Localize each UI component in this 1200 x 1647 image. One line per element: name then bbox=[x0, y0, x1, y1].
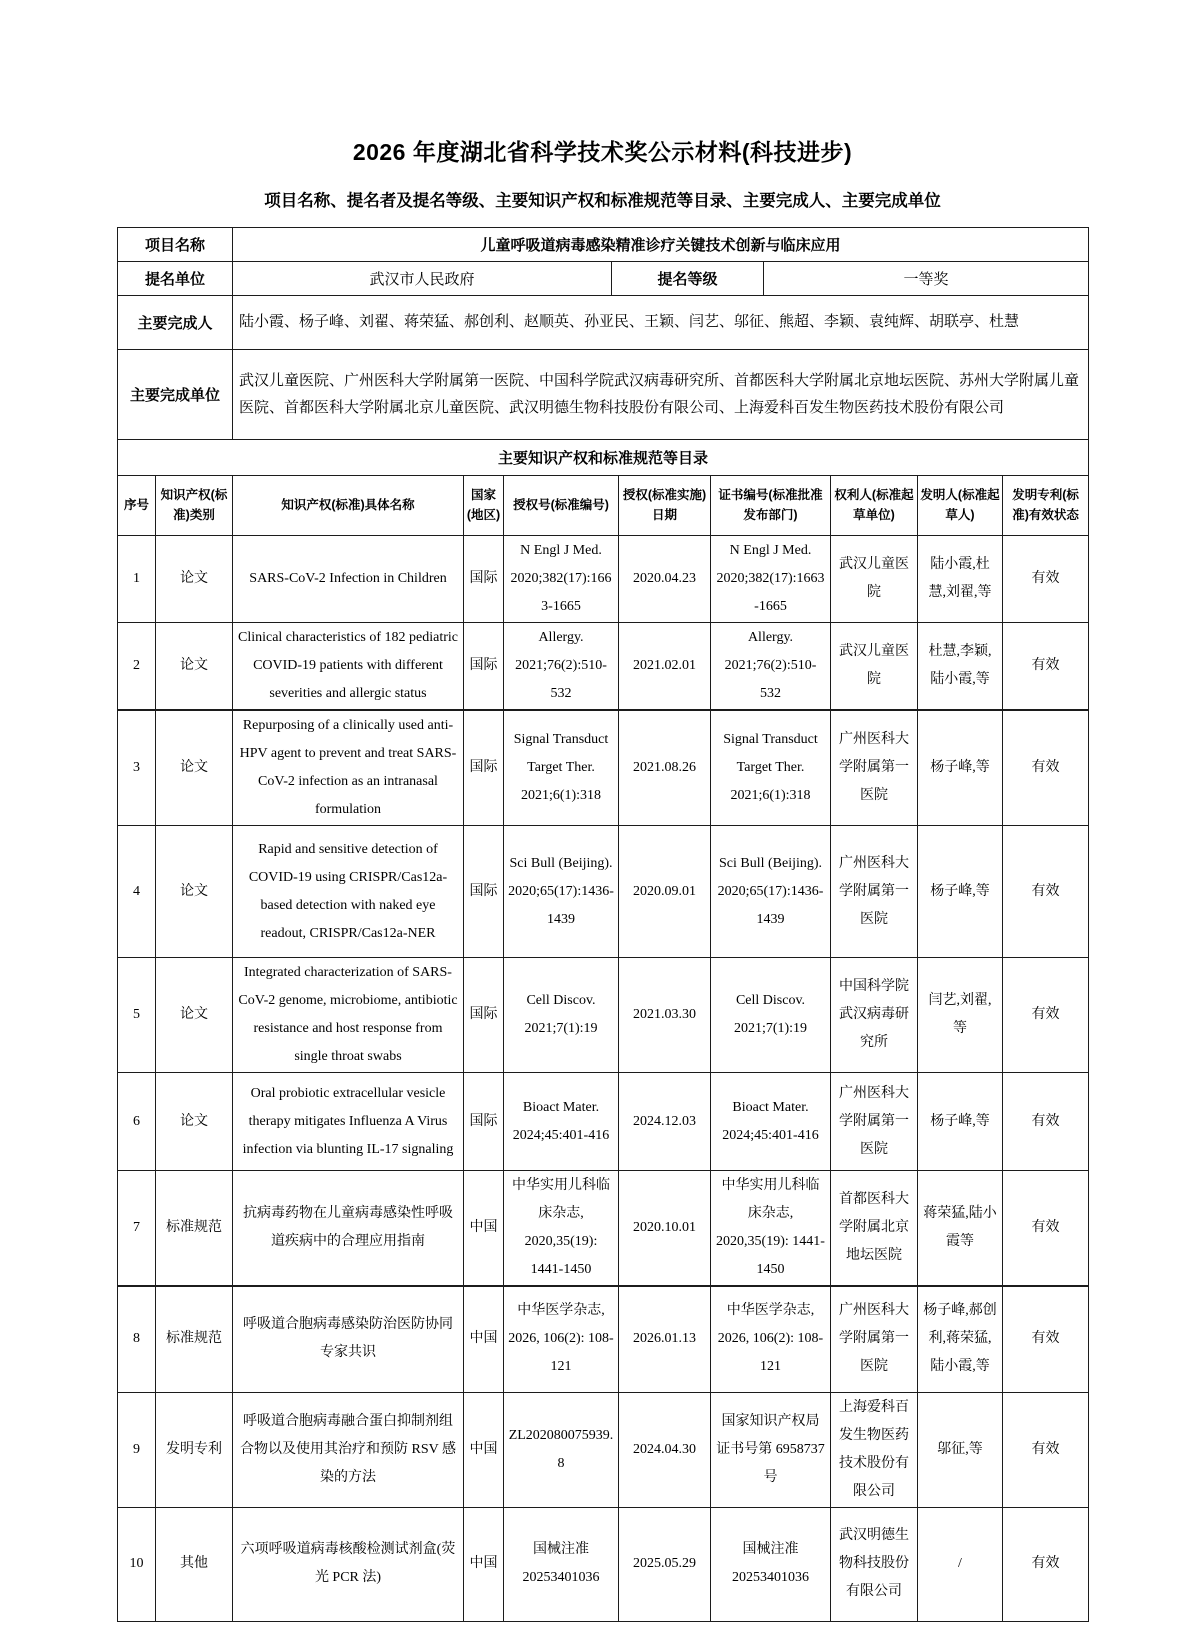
cell-name: Oral probiotic extracellular vesicle therapy mitigates Influenza A Virus infection via blunting IL-17 signaling bbox=[233, 1073, 464, 1171]
cell-date: 2025.05.29 bbox=[619, 1507, 711, 1621]
cell-cert: Allergy. 2021;76(2):510-532 bbox=[711, 623, 831, 711]
header-status: 发明专利(标准)有效状态 bbox=[1003, 476, 1089, 536]
units-row bbox=[118, 350, 1089, 440]
catalog-header-row bbox=[118, 476, 1089, 536]
cell-name: Integrated characterization of SARS-CoV-2 genome, microbiome, antibiotic resistance and host response from single throat swabs bbox=[233, 958, 464, 1073]
cell-category: 论文 bbox=[156, 710, 233, 826]
header-number: 授权号(标准编号) bbox=[504, 476, 619, 536]
cell-status: 有效 bbox=[1003, 536, 1089, 623]
cell-name: Repurposing of a clinically used anti-HPV agent to prevent and treat SARS-CoV-2 infection as an intranasal formulation bbox=[233, 710, 464, 826]
cell-number: Sci Bull (Beijing). 2020;65(17):1436-1439 bbox=[504, 826, 619, 958]
cell-owner: 武汉明德生物科技股份有限公司 bbox=[831, 1507, 918, 1621]
cell-category: 论文 bbox=[156, 536, 233, 623]
cell-owner: 武汉儿童医院 bbox=[831, 623, 918, 711]
cell-name: SARS-CoV-2 Infection in Children bbox=[233, 536, 464, 623]
cell-status: 有效 bbox=[1003, 623, 1089, 711]
catalog-row bbox=[118, 1286, 1089, 1392]
cell-cert: 国械注准 20253401036 bbox=[711, 1507, 831, 1621]
cell-status: 有效 bbox=[1003, 1392, 1089, 1507]
cell-date: 2020.04.23 bbox=[619, 536, 711, 623]
cell-name: Rapid and sensitive detection of COVID-19 using CRISPR/Cas12a-based detection with naked eye readout, CRISPR/Cas12a-NER bbox=[233, 826, 464, 958]
header-country: 国家(地区) bbox=[464, 476, 504, 536]
cell-status: 有效 bbox=[1003, 826, 1089, 958]
ip-catalog-table bbox=[117, 439, 1089, 1622]
cell-inventor: / bbox=[918, 1507, 1003, 1621]
cell-no: 2 bbox=[118, 623, 156, 711]
cell-cert: Bioact Mater. 2024;45:401-416 bbox=[711, 1073, 831, 1171]
cell-no: 10 bbox=[118, 1507, 156, 1621]
project-name-row bbox=[118, 228, 1089, 262]
cell-inventor: 闫艺,刘翟,等 bbox=[918, 958, 1003, 1073]
cell-cert: 中华医学杂志, 2026, 106(2): 108-121 bbox=[711, 1286, 831, 1392]
grade-label: 提名等级 bbox=[612, 262, 764, 296]
page-title: 2026 年度湖北省科学技术奖公示材料(科技进步) bbox=[352, 139, 853, 165]
units-value: 武汉儿童医院、广州医科大学附属第一医院、中国科学院武汉病毒研究所、首都医科大学附属北京地坛医院、苏州大学附属儿童医院、首都医科大学附属北京儿童医院、武汉明德生物科技股份有限公司、上海爱科百发生物医药技术股份有限公司 bbox=[233, 350, 1089, 440]
cell-number: Signal Transduct Target Ther. 2021;6(1):318 bbox=[504, 710, 619, 826]
cell-category: 论文 bbox=[156, 623, 233, 711]
cell-number: 国械注准 20253401036 bbox=[504, 1507, 619, 1621]
cell-country: 中国 bbox=[464, 1171, 504, 1287]
cell-inventor: 邬征,等 bbox=[918, 1392, 1003, 1507]
cell-cert: Cell Discov. 2021;7(1):19 bbox=[711, 958, 831, 1073]
header-cert: 证书编号(标准批准发布部门) bbox=[711, 476, 831, 536]
cell-country: 国际 bbox=[464, 710, 504, 826]
catalog-row bbox=[118, 1507, 1089, 1621]
catalog-row bbox=[118, 623, 1089, 711]
cell-owner: 广州医科大学附属第一医院 bbox=[831, 1286, 918, 1392]
cell-name: 抗病毒药物在儿童病毒感染性呼吸道疾病中的合理应用指南 bbox=[233, 1171, 464, 1287]
cell-no: 1 bbox=[118, 536, 156, 623]
cell-number: ZL202080075939.8 bbox=[504, 1392, 619, 1507]
cell-cert: 国家知识产权局证书号第 6958737 号 bbox=[711, 1392, 831, 1507]
cell-category: 标准规范 bbox=[156, 1171, 233, 1287]
cell-cert: N Engl J Med. 2020;382(17):1663-1665 bbox=[711, 536, 831, 623]
cell-date: 2020.10.01 bbox=[619, 1171, 711, 1287]
catalog-row bbox=[118, 1073, 1089, 1171]
cell-number: 中华实用儿科临床杂志, 2020,35(19): 1441-1450 bbox=[504, 1171, 619, 1287]
completers-label: 主要完成人 bbox=[118, 296, 233, 350]
cell-owner: 首都医科大学附属北京地坛医院 bbox=[831, 1171, 918, 1287]
cell-number: Cell Discov. 2021;7(1):19 bbox=[504, 958, 619, 1073]
cell-number: N Engl J Med. 2020;382(17):1663-1665 bbox=[504, 536, 619, 623]
cell-status: 有效 bbox=[1003, 958, 1089, 1073]
cell-status: 有效 bbox=[1003, 1507, 1089, 1621]
cell-date: 2024.04.30 bbox=[619, 1392, 711, 1507]
cell-date: 2021.03.30 bbox=[619, 958, 711, 1073]
header-category: 知识产权(标准)类别 bbox=[156, 476, 233, 536]
catalog-section-title: 主要知识产权和标准规范等目录 bbox=[118, 440, 1089, 476]
cell-owner: 上海爱科百发生物医药技术股份有限公司 bbox=[831, 1392, 918, 1507]
document-content bbox=[117, 134, 1088, 1622]
cell-no: 3 bbox=[118, 710, 156, 826]
cell-inventor: 杨子峰,等 bbox=[918, 1073, 1003, 1171]
cell-category: 论文 bbox=[156, 958, 233, 1073]
cell-no: 7 bbox=[118, 1171, 156, 1287]
cell-country: 中国 bbox=[464, 1507, 504, 1621]
cell-owner: 广州医科大学附属第一医院 bbox=[831, 826, 918, 958]
project-info-table bbox=[117, 227, 1089, 440]
cell-inventor: 杨子峰,等 bbox=[918, 826, 1003, 958]
cell-owner: 武汉儿童医院 bbox=[831, 536, 918, 623]
grade-value: 一等奖 bbox=[764, 262, 1089, 296]
cell-status: 有效 bbox=[1003, 710, 1089, 826]
cell-category: 论文 bbox=[156, 826, 233, 958]
project-name-value: 儿童呼吸道病毒感染精准诊疗关键技术创新与临床应用 bbox=[233, 228, 1089, 262]
cell-no: 4 bbox=[118, 826, 156, 958]
cell-country: 国际 bbox=[464, 1073, 504, 1171]
catalog-row bbox=[118, 958, 1089, 1073]
completers-value: 陆小霞、杨子峰、刘翟、蒋荣猛、郝创利、赵顺英、孙亚民、王颖、闫艺、邬征、熊超、李颖、袁纯辉、胡联亭、杜慧 bbox=[233, 296, 1089, 350]
header-name: 知识产权(标准)具体名称 bbox=[233, 476, 464, 536]
page-subtitle: 项目名称、提名者及提名等级、主要知识产权和标准规范等目录、主要完成人、主要完成单位 bbox=[264, 191, 941, 210]
cell-inventor: 杜慧,李颖,陆小霞,等 bbox=[918, 623, 1003, 711]
cell-cert: Signal Transduct Target Ther. 2021;6(1):318 bbox=[711, 710, 831, 826]
cell-category: 其他 bbox=[156, 1507, 233, 1621]
cell-status: 有效 bbox=[1003, 1171, 1089, 1287]
cell-inventor: 杨子峰,郝创利,蒋荣猛,陆小霞,等 bbox=[918, 1286, 1003, 1392]
catalog-row bbox=[118, 1171, 1089, 1287]
cell-number: 中华医学杂志, 2026, 106(2): 108-121 bbox=[504, 1286, 619, 1392]
cell-number: Allergy. 2021;76(2):510-532 bbox=[504, 623, 619, 711]
cell-name: Clinical characteristics of 182 pediatric COVID-19 patients with different severities and allergic status bbox=[233, 623, 464, 711]
header-owner: 权利人(标准起草单位) bbox=[831, 476, 918, 536]
cell-owner: 中国科学院武汉病毒研究所 bbox=[831, 958, 918, 1073]
header-no: 序号 bbox=[118, 476, 156, 536]
cell-cert: Sci Bull (Beijing). 2020;65(17):1436-1439 bbox=[711, 826, 831, 958]
catalog-section-row bbox=[118, 440, 1089, 476]
cell-country: 国际 bbox=[464, 958, 504, 1073]
cell-inventor: 杨子峰,等 bbox=[918, 710, 1003, 826]
cell-category: 论文 bbox=[156, 1073, 233, 1171]
nominator-value: 武汉市人民政府 bbox=[233, 262, 612, 296]
cell-status: 有效 bbox=[1003, 1286, 1089, 1392]
cell-number: Bioact Mater. 2024;45:401-416 bbox=[504, 1073, 619, 1171]
nominator-row bbox=[118, 262, 1089, 296]
cell-owner: 广州医科大学附属第一医院 bbox=[831, 710, 918, 826]
cell-name: 呼吸道合胞病毒融合蛋白抑制剂组合物以及使用其治疗和预防 RSV 感染的方法 bbox=[233, 1392, 464, 1507]
cell-no: 6 bbox=[118, 1073, 156, 1171]
cell-date: 2021.08.26 bbox=[619, 710, 711, 826]
cell-cert: 中华实用儿科临床杂志, 2020,35(19): 1441-1450 bbox=[711, 1171, 831, 1287]
cell-date: 2020.09.01 bbox=[619, 826, 711, 958]
header-inventor: 发明人(标准起草人) bbox=[918, 476, 1003, 536]
catalog-body bbox=[118, 536, 1089, 1622]
nominator-label: 提名单位 bbox=[118, 262, 233, 296]
catalog-row bbox=[118, 826, 1089, 958]
cell-date: 2021.02.01 bbox=[619, 623, 711, 711]
cell-category: 标准规范 bbox=[156, 1286, 233, 1392]
catalog-row bbox=[118, 710, 1089, 826]
cell-inventor: 蒋荣猛,陆小霞等 bbox=[918, 1171, 1003, 1287]
catalog-row bbox=[118, 1392, 1089, 1507]
units-label: 主要完成单位 bbox=[118, 350, 233, 440]
cell-inventor: 陆小霞,杜慧,刘翟,等 bbox=[918, 536, 1003, 623]
catalog-row bbox=[118, 536, 1089, 623]
header-date: 授权(标准实施)日期 bbox=[619, 476, 711, 536]
cell-no: 8 bbox=[118, 1286, 156, 1392]
cell-status: 有效 bbox=[1003, 1073, 1089, 1171]
cell-name: 呼吸道合胞病毒感染防治医防协同专家共识 bbox=[233, 1286, 464, 1392]
project-name-label: 项目名称 bbox=[118, 228, 233, 262]
cell-date: 2024.12.03 bbox=[619, 1073, 711, 1171]
cell-country: 国际 bbox=[464, 623, 504, 711]
cell-category: 发明专利 bbox=[156, 1392, 233, 1507]
cell-country: 中国 bbox=[464, 1392, 504, 1507]
cell-name: 六项呼吸道病毒核酸检测试剂盒(荧光 PCR 法) bbox=[233, 1507, 464, 1621]
cell-no: 9 bbox=[118, 1392, 156, 1507]
cell-date: 2026.01.13 bbox=[619, 1286, 711, 1392]
cell-country: 国际 bbox=[464, 536, 504, 623]
cell-country: 中国 bbox=[464, 1286, 504, 1392]
cell-owner: 广州医科大学附属第一医院 bbox=[831, 1073, 918, 1171]
cell-no: 5 bbox=[118, 958, 156, 1073]
completers-row bbox=[118, 296, 1089, 350]
cell-country: 国际 bbox=[464, 826, 504, 958]
